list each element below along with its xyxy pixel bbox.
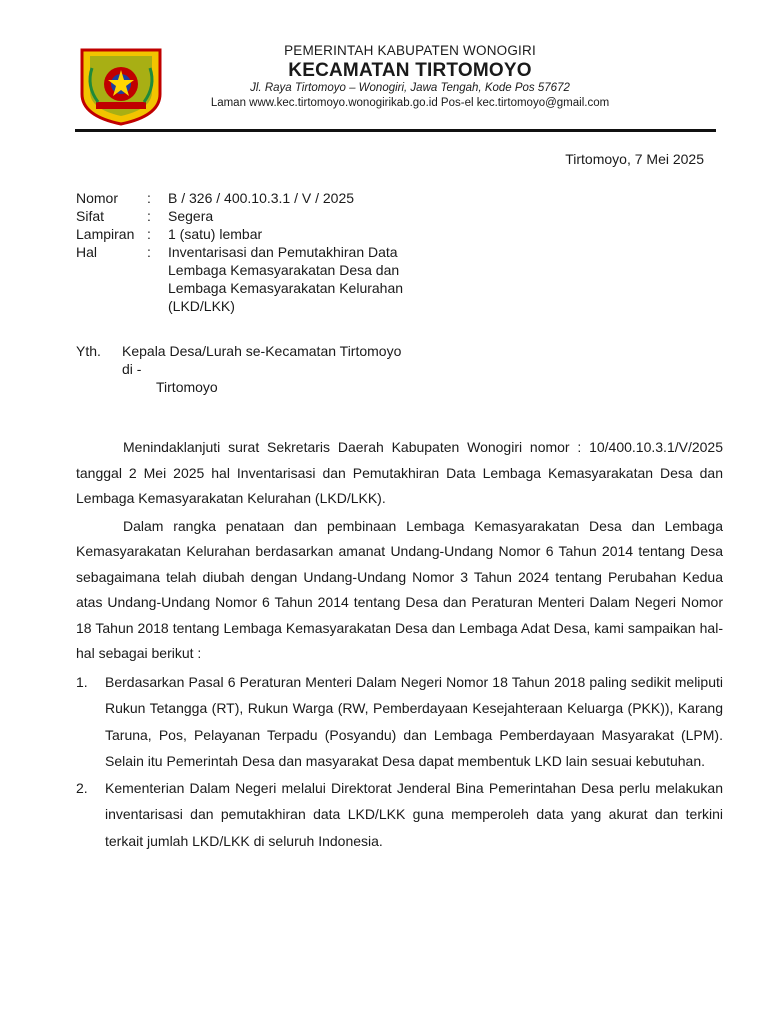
list-item-text: Berdasarkan Pasal 6 Peraturan Menteri Dalam Negeri Nomor 18 Tahun 2018 paling sedikit meliputi Rukun Tetangga (RT), Rukun Warga (RW, Pemberdayaan Kesejahteraan Keluarga (PKK)), Karang Taruna, Pos, Pelayanan Terpadu (Posyandu) dan Lembaga Pemberdayaan Masyarakat (LPM). Selain itu Pemerintah Desa dan masyarakat Desa dapat membentuk LKD lain sesuai kebutuhan. (105, 673, 723, 769)
meta-value: B / 326 / 400.10.3.1 / V / 2025 (168, 190, 355, 206)
meta-row-sifat (76, 207, 458, 225)
header-office-name: KECAMATAN TIRTOMOYO (288, 60, 532, 81)
meta-row-hal (76, 243, 458, 315)
meta-key: Sifat (76, 208, 105, 224)
addressee-place: Tirtomoyo (156, 379, 218, 395)
regency-emblem-logo (78, 46, 164, 126)
header-contact: Laman www.kec.tirtomoyo.wonogirikab.go.id Pos-el kec.tirtomoyo@gmail.com (210, 97, 610, 109)
list-item (76, 669, 723, 775)
meta-row-lampiran (76, 225, 458, 243)
addressee-di: di - (122, 361, 142, 377)
body-paragraph: Dalam rangka penataan dan pembinaan Lembaga Kemasyarakatan Desa dan Lembaga Kemasyarakatan Kelurahan berdasarkan amanat Undang-Undang Nomor 6 Tahun 2014 tentang Desa sebagaimana telah diubah dengan Undang-Undang Nomor 3 Tahun 2024 tentang Perubahan Kedua atas Undang-Undang Nomor 6 Tahun 2014 tentang Desa dan Peraturan Menteri Dalam Negeri Nomor 18 Tahun 2018 tentang Lembaga Kemasyarakatan Desa dan Lembaga Adat Desa, kami sampaikan hal-hal sebagai berikut : (76, 517, 723, 661)
letter-date: Tirtomoyo, 7 Mei 2025 (565, 151, 704, 167)
meta-colon: : (147, 244, 151, 260)
header-divider (75, 129, 716, 132)
meta-key: Nomor (76, 190, 119, 206)
letter-body (76, 435, 723, 854)
addressee-block (76, 342, 401, 396)
addressee-label: Yth. (76, 343, 101, 359)
list-item-number: 1. (76, 673, 88, 690)
header-government-line: PEMERINTAH KABUPATEN WONOGIRI (284, 43, 536, 58)
meta-value: 1 (satu) lembar (168, 226, 263, 242)
meta-colon: : (147, 226, 151, 242)
body-paragraph: Menindaklanjuti surat Sekretaris Daerah Kabupaten Wonogiri nomor : 10/400.10.3.1/V/2025 tanggal 2 Mei 2025 hal Inventarisasi dan Pemutakhiran Data Lembaga Kemasyarakatan Desa dan Lembaga Kemasyarakatan Kelurahan (LKD/LKK). (76, 439, 723, 506)
addressee-name: Kepala Desa/Lurah se-Kecamatan Tirtomoyo (122, 343, 402, 359)
meta-colon: : (147, 208, 151, 224)
header-address: Jl. Raya Tirtomoyo – Wonogiri, Jawa Tengah, Kode Pos 57672 (250, 82, 570, 94)
letter-metadata (76, 189, 458, 315)
meta-key: Lampiran (76, 226, 135, 242)
meta-value: Inventarisasi dan Pemutakhiran Data Lembaga Kemasyarakatan Desa dan Lembaga Kemasyarakatan Kelurahan (LKD/LKK) (168, 244, 404, 314)
meta-value: Segera (168, 208, 214, 224)
list-item-text: Kementerian Dalam Negeri melalui Direktorat Jenderal Bina Pemerintahan Desa perlu melakukan inventarisasi dan pemutakhiran data LKD/LKK guna memperoleh data yang akurat dan terkini terkait jumlah LKD/LKK di seluruh Indonesia. (105, 779, 723, 849)
list-item (76, 775, 723, 855)
meta-colon: : (147, 190, 151, 206)
meta-key: Hal (76, 244, 98, 260)
list-item-number: 2. (76, 779, 88, 796)
meta-row-nomor (76, 189, 458, 207)
